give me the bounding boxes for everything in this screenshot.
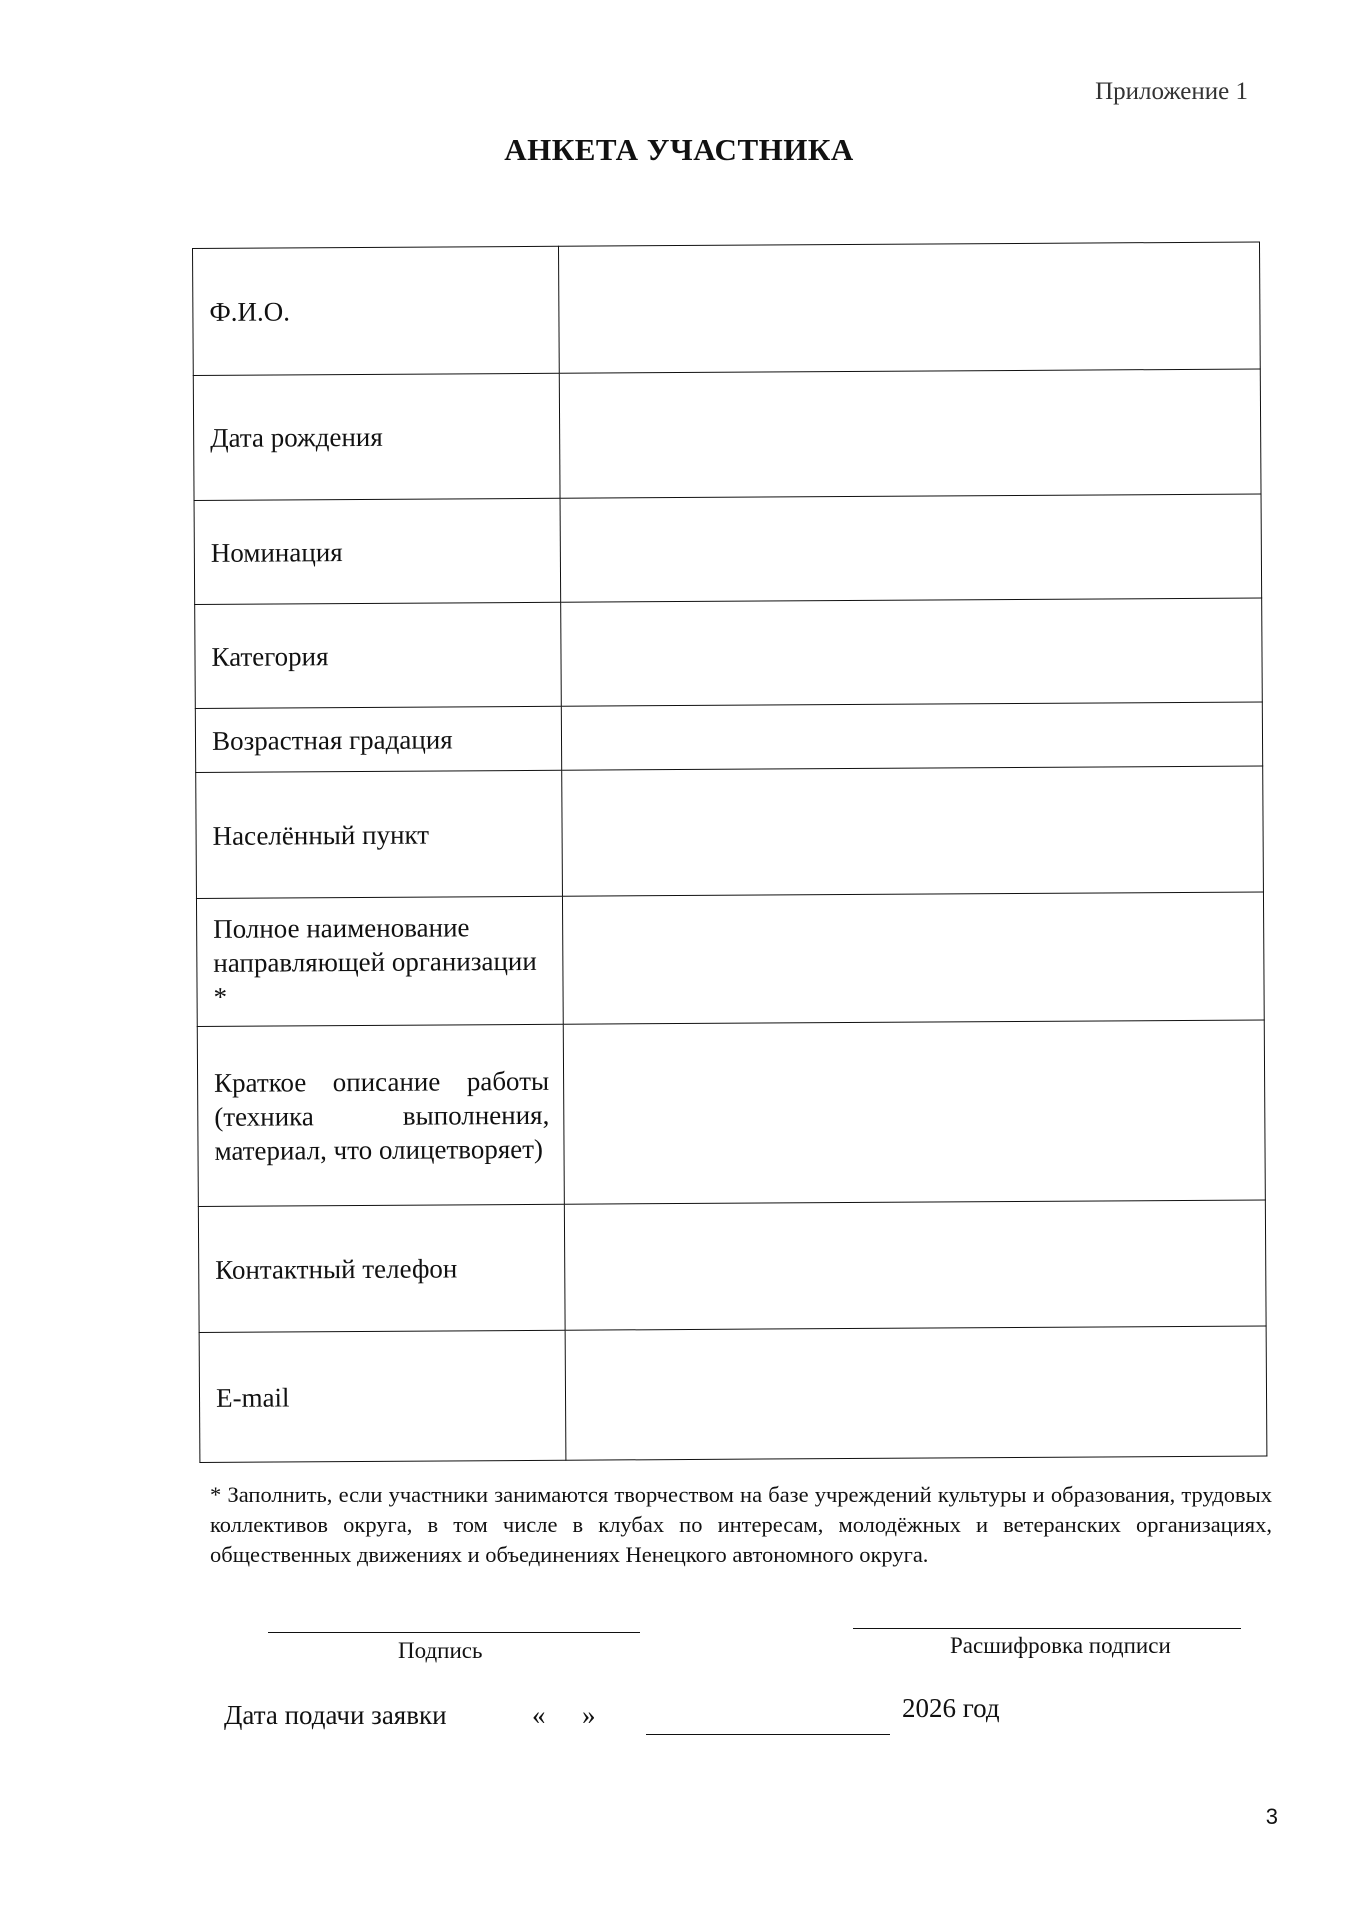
row-label-organization: Полное наименование направляющей организации *: [196, 896, 563, 1026]
row-value-work-description[interactable]: [563, 1020, 1265, 1204]
row-label-age-group: Возрастная градация: [195, 706, 561, 772]
table-row: [195, 598, 1263, 709]
page-number: 3: [1265, 1804, 1278, 1829]
table-row: [193, 369, 1261, 501]
footnote: * Заполнить, если участники занимаются творчеством на базе учреждений культуры и образования, трудовых коллективов округа, в том числе в клубах по интересам, молодёжных и ветеранских организациях, общественных движениях и объединениях Ненецкого автономного округа.: [210, 1482, 1272, 1567]
appendix-label: Приложение 1: [1095, 78, 1248, 105]
table-row: [197, 1020, 1265, 1207]
table-row: [194, 494, 1262, 605]
row-label-phone: Контактный телефон: [198, 1204, 565, 1332]
signature-decryption-caption: Расшифровка подписи: [950, 1633, 1171, 1658]
row-value-organization[interactable]: [562, 892, 1264, 1024]
signature-line[interactable]: [268, 1632, 640, 1633]
row-value-age-group[interactable]: [561, 702, 1262, 770]
row-label-work-description: Краткое описание работы (техника выполнения, материал, что олицетворяет): [197, 1024, 564, 1206]
row-label-birth-date: Дата рождения: [193, 373, 560, 500]
row-value-email[interactable]: [565, 1326, 1267, 1460]
table-row: [196, 892, 1264, 1027]
signature-decryption-line[interactable]: [853, 1628, 1241, 1629]
date-open-quote: «: [532, 1700, 546, 1730]
row-label-email: E-mail: [199, 1330, 566, 1462]
row-value-fio[interactable]: [558, 242, 1260, 373]
row-label-category: Категория: [195, 602, 562, 708]
table-row: [198, 1200, 1266, 1333]
row-label-nomination: Номинация: [194, 498, 561, 604]
row-label-locality: Населённый пункт: [196, 770, 563, 898]
date-year: 2026 год: [902, 1693, 1000, 1723]
participant-form-table: [192, 241, 1267, 1463]
row-value-locality[interactable]: [562, 766, 1264, 896]
date-close-quote: »: [582, 1700, 596, 1730]
page-title: АНКЕТА УЧАСТНИКА: [504, 132, 854, 167]
table-row: [193, 242, 1261, 376]
table-row: [199, 1326, 1267, 1463]
row-label-fio: Ф.И.О.: [193, 246, 560, 375]
row-value-birth-date[interactable]: [559, 369, 1261, 498]
application-date-label: Дата подачи заявки: [224, 1700, 447, 1730]
row-value-category[interactable]: [561, 598, 1263, 706]
row-value-nomination[interactable]: [560, 494, 1262, 602]
date-month-line[interactable]: [646, 1734, 890, 1735]
row-value-phone[interactable]: [564, 1200, 1266, 1330]
signature-caption: Подпись: [398, 1638, 483, 1663]
table-row: [195, 702, 1262, 773]
table-row: [196, 766, 1264, 899]
